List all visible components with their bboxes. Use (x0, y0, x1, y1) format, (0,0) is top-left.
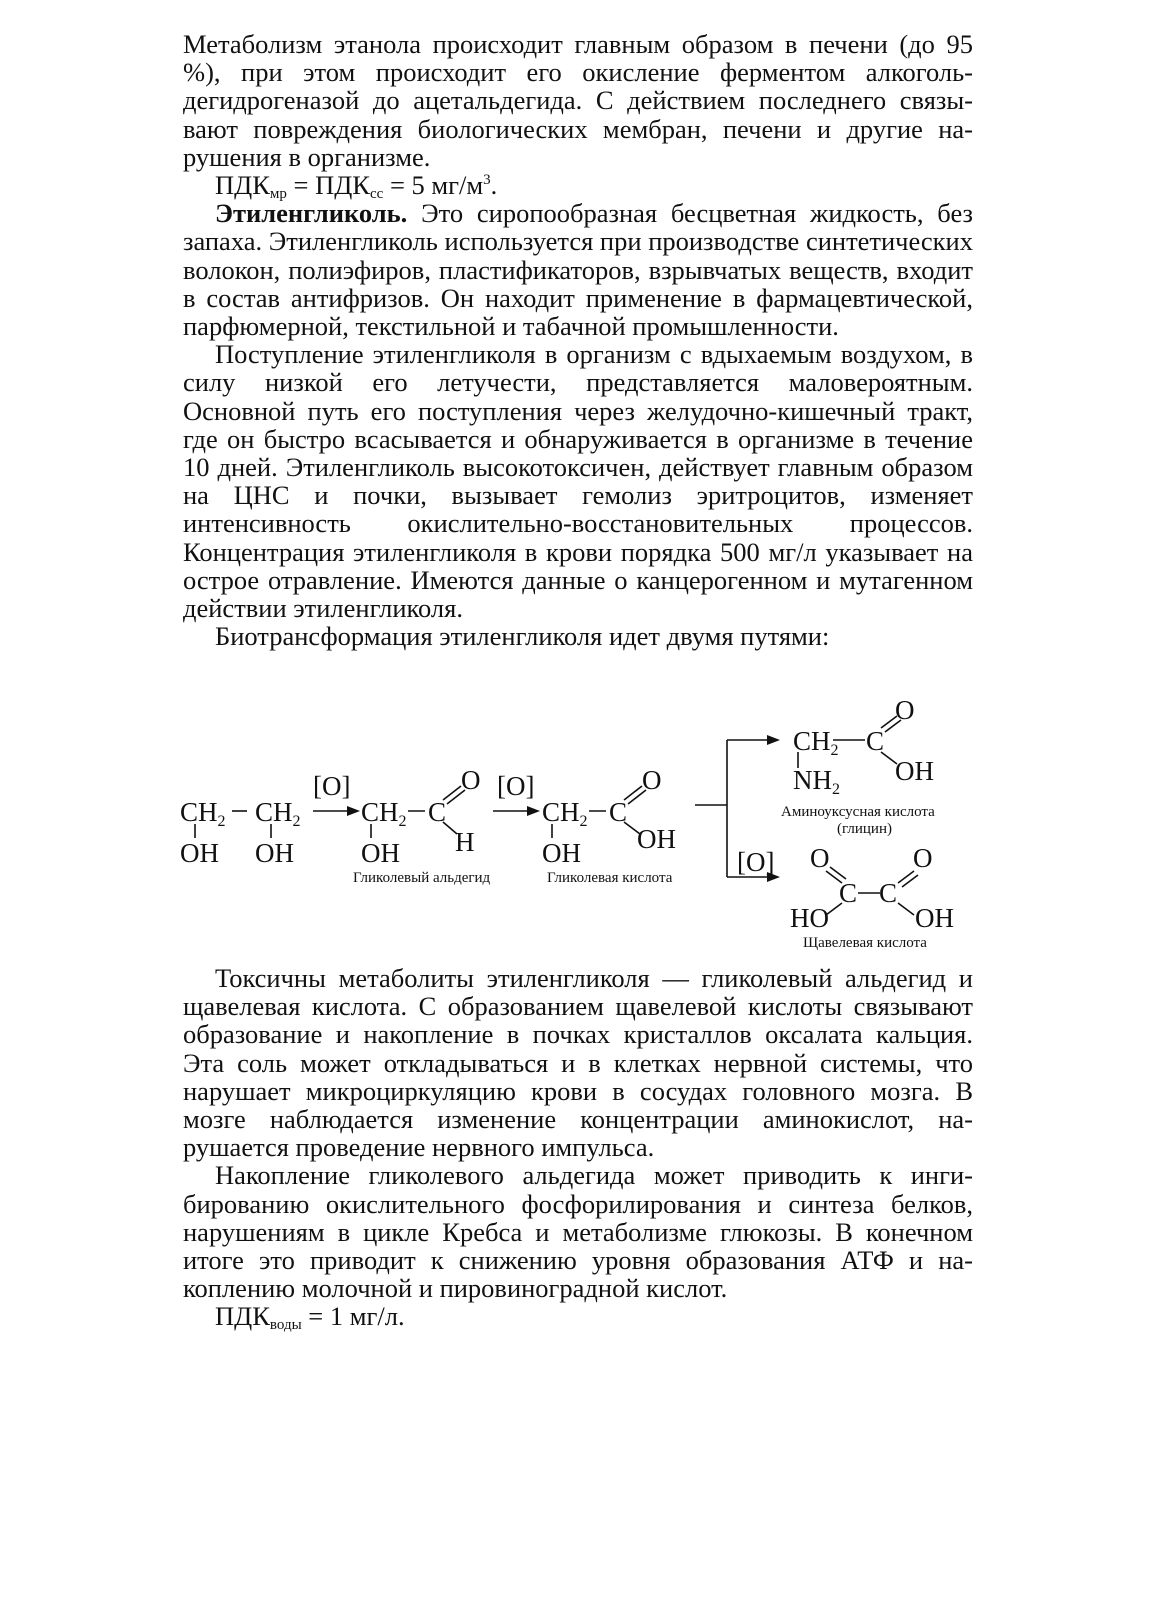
label-aminoacetic-acid: Аминоуксусная кислота (781, 804, 935, 820)
formula-oh-2: OH (255, 838, 294, 868)
paragraph-ethylene-glycol: Этиленгликоль. Это сиропообразная бесцветная жидкость, без запаха. Этиленгликоль используется при производстве синтетических волокон, полиэфиров, пластификаторов, взрывчатых веществ, входит в состав антифризов. Он находит применение в фармацевтической, парфюмерной, текстильной и табачной промышленности. (183, 198, 973, 342)
formula-oh-3: OH (361, 838, 400, 868)
label-glycine: (глицин) (837, 821, 892, 837)
paragraph-accumulation: Накопление гликолевого альдегида может приводить к ингибированию окислительного фосфорилирования и синтеза белков, нарушениям в цикле Кребса и метаболизме глюкозы. В конечном итоге это приводит к снижению уровня образования АТФ и накоплению молочной и пировиноградной кислот. (183, 1160, 973, 1304)
formula-pdk-ethanol: $ПДК_{мр} = ПДК_{сс} = 5$ $мг/м^3$. (215, 170, 498, 203)
label-glycolaldehyde: Гликолевый альдегид (353, 870, 491, 886)
term-ethylene-glycol: Этиленгликоль. (215, 198, 408, 229)
formula-oh-4: OH (637, 824, 676, 854)
formula-ch2-2: CH2 (255, 797, 301, 830)
formula-c-4: C (839, 878, 858, 908)
oxidation-label-1: [O] (313, 771, 351, 801)
formula-ch2-4: CH2 (542, 797, 588, 830)
formula-oh-7: OH (915, 903, 954, 933)
text-block-bottom (183, 963, 973, 1334)
formula-c-3: C (866, 726, 885, 756)
formula-ch2-3: CH2 (361, 797, 407, 830)
formula-ch2-5: CH2 (793, 726, 839, 759)
formula-o-2: O (642, 765, 662, 795)
formula-pdk-water: $ПДК_{воды} = 1$ мг/л. (215, 1301, 405, 1334)
formula-h: H (455, 827, 475, 857)
text-block-top (183, 30, 973, 650)
paragraph-biotransformation: Биотрансформация этиленгликоля идет двумя путями: (215, 621, 830, 652)
formula-nh2: NH2 (793, 765, 840, 798)
paragraph-intake: Поступление этиленгликоля в организм с вдыхаемым воздухом, в силу низкой его летучести, представляется маловероятным. Основной путь его поступления через желудочно-кишечный тракт, где он быстро всасывается и обнаруживается в организме в течение 10 дней. Этиленгликоль высокотоксичен, действует главным образом на ЦНС и почки, вызывает гемолиз эритроцитов, изменяет интенсивность окислительно-восстановительных процессов. Концентрация этиленгликоля в крови порядка 500 мг/л указывает на острое отравление. Имеются данные о канцерогенном и мутагенном действии этиленгликоля. (183, 339, 973, 624)
biotransformation-scheme (175, 690, 975, 960)
oxidation-label-2: [O] (497, 771, 535, 801)
formula-oh-1: OH (180, 838, 219, 868)
formula-c-1: C (428, 797, 447, 827)
formula-ch2-1: CH2 (180, 797, 226, 830)
paragraph-ethanol-metabolism: Метаболизм этанола происходит главным образом в печени (до 95 %), при этом происходит его окисление ферментом алкогольдегидрогеназой до ацетальдегида. С действием последнего связывают повреждения биологических мембран, печени и другие нарушения в организме. (183, 29, 973, 172)
formula-c-5: C (879, 878, 898, 908)
formula-oh-6: OH (895, 756, 934, 786)
formula-o-4: O (810, 843, 830, 873)
formula-o-5: O (913, 843, 933, 873)
formula-o-1: O (461, 765, 481, 795)
formula-oh-5: OH (542, 838, 581, 868)
paragraph-toxic-metabolites: Токсичны метаболиты этиленгликоля — гликолевый альдегид и щавелевая кислота. С образованием щавелевой кислоты связывают образование и накопление в почках кристаллов оксалата кальция. Эта соль может откладываться и в клетках нервной системы, что нарушает микроциркуляцию крови в сосудах головного мозга. В мозге наблюдается изменение концентрации аминокислот, нарушается проведение нервного импульса. (183, 963, 973, 1163)
formula-c-2: C (609, 797, 628, 827)
oxidation-label-3: [O] (737, 847, 775, 877)
formula-ho: HO (790, 903, 829, 933)
label-oxalic-acid: Щавелевая кислота (803, 935, 927, 951)
label-glycolic-acid: Гликолевая кислота (547, 870, 673, 886)
formula-o-3: O (895, 695, 915, 725)
